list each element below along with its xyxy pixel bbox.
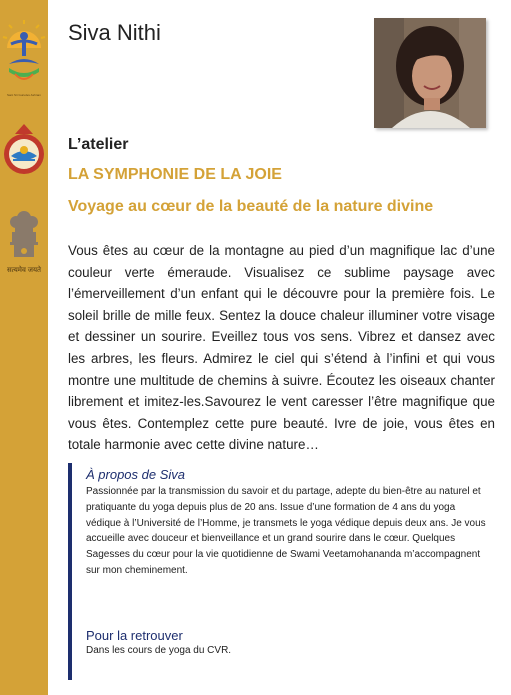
workshop-subtitle: Voyage au cœur de la beauté de la nature divine: [68, 198, 434, 215]
yoga-logo-caption: Sant Sri Gurudev Ashram: [6, 93, 41, 97]
body-paragraph: Vous êtes au cœur de la montagne au pied d’un magnifique lac d’une couleur verte émeraude. Visualisez ce sublime paysage avec l’émerveillement d’un enfant qui le découvre pour la première fois. Le soleil brille de mille feux. Sentez la douce chaleur illuminer votre visage et dessiner un sourire. Eveillez tous vos sens. Vibrez et dansez avec les arbres, les fleurs. Admirez le ciel qui s’étend à l’infini et qui vous montre une multitude de chemins à suivre. Écoutez les oiseaux chanter librement et imitez-les.Savourez le vent caresser l’être magnifique que vous êtes. Contemplez cette pure beauté. Ivre de joie, vous êtes en totale harmonie avec cette divine nature…: [68, 243, 495, 453]
about-text: Passionnée par la transmission du savoir et du partage, adepte du bien-être au naturel et pratiquante du yoga depuis plus de 20 ans. Issue d’une formation de 4 ans du yoga védique à l’Université de l’Homme, je transmets le yoga védique depuis deux ans. Je vous accueille avec douceur et bienveillance et un grand sourire dans le cœur. Quelques Sagesses du cœur pour la vie quotidienne de Swami Veetamohananda m’accompagnent sur mon cheminement.: [86, 486, 486, 576]
section-label: L’atelier: [68, 136, 129, 153]
page-title: Siva Nithi: [68, 20, 161, 45]
national-emblem-logo: [0, 196, 48, 274]
workshop-title: LA SYMPHONIE DE LA JOIE: [68, 166, 282, 183]
find-text: Dans les cours de yoga du CVR.: [86, 645, 232, 656]
sidebar-bar: [0, 0, 48, 695]
yoga-day-logo: [0, 20, 48, 92]
about-box: [68, 463, 492, 680]
portrait-photo: [374, 18, 486, 128]
about-heading: À propos de Siva: [86, 467, 186, 482]
emblem-caption: सत्यमेव जयते: [6, 267, 42, 274]
circular-seal-logo: [0, 118, 48, 184]
find-heading: Pour la retrouver: [86, 628, 183, 643]
